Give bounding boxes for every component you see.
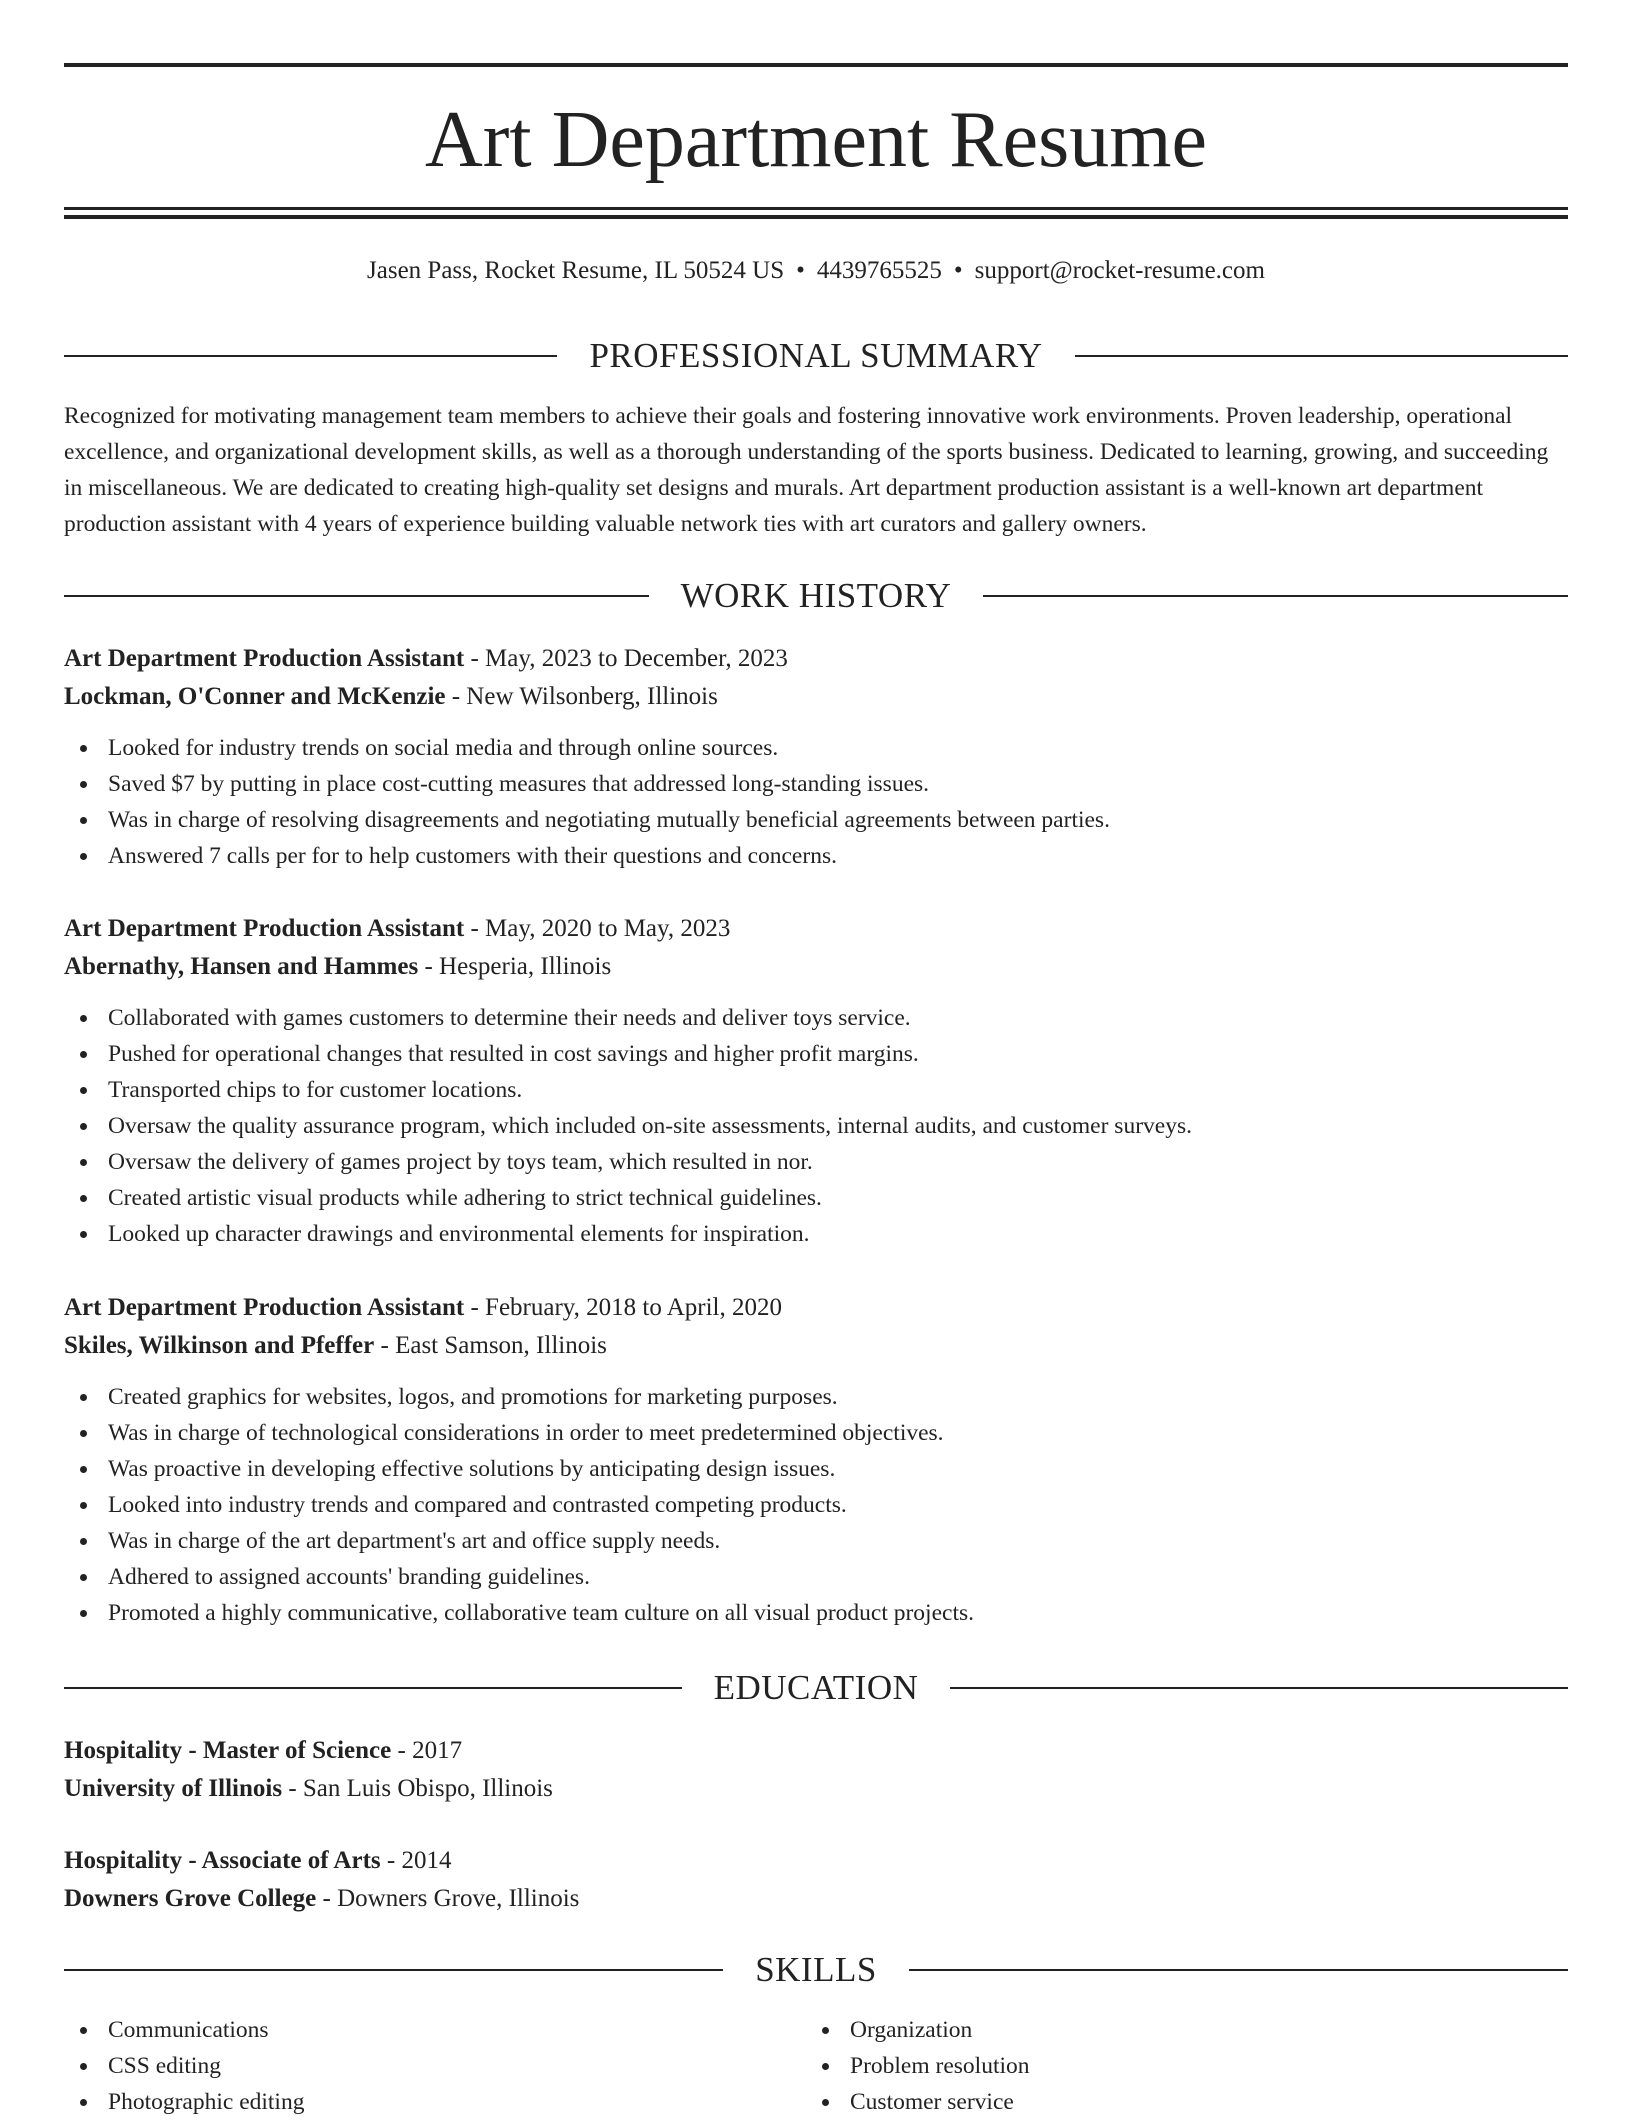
skill-item: Problem resolution — [806, 2048, 1506, 2084]
education-degree-line — [64, 1732, 1568, 1770]
title-rule-lower — [64, 215, 1568, 219]
education-year: - 2014 — [380, 1847, 452, 1874]
heading-rule-left — [64, 595, 649, 597]
job-bullets — [64, 1379, 1568, 1631]
list-item: Oversaw the delivery of games project by toys team, which resulted in nor. — [64, 1144, 1568, 1180]
education-year: - 2017 — [391, 1737, 463, 1764]
heading-rule-left — [64, 355, 557, 357]
job-title-line — [64, 1289, 1568, 1327]
education-entry — [64, 1842, 1568, 1918]
list-item: Oversaw the quality assurance program, which included on-site assessments, internal audits, and customer surveys. — [64, 1108, 1568, 1144]
job-bullets — [64, 1000, 1568, 1252]
education-degree-line — [64, 1842, 1568, 1880]
job-location: - East Samson, Illinois — [374, 1332, 607, 1359]
heading-rule-right — [1075, 355, 1568, 357]
list-item: Collaborated with games customers to determine their needs and deliver toys service. — [64, 1000, 1568, 1036]
education-school-line — [64, 1880, 1568, 1918]
job-title: Art Department Production Assistant — [64, 1294, 465, 1321]
list-item: Created artistic visual products while adhering to strict technical guidelines. — [64, 1180, 1568, 1216]
list-item: Adhered to assigned accounts' branding guidelines. — [64, 1559, 1568, 1595]
job-company: Skiles, Wilkinson and Pfeffer — [64, 1332, 375, 1359]
education-location: - San Luis Obispo, Illinois — [282, 1775, 553, 1802]
job-title-line — [64, 910, 1568, 948]
list-item: Was in charge of the art department's art and office supply needs. — [64, 1523, 1568, 1559]
job-location: - Hesperia, Illinois — [418, 953, 612, 980]
section-heading-education — [64, 1666, 1568, 1710]
job-title: Art Department Production Assistant — [64, 645, 465, 672]
contact-address: Jasen Pass, Rocket Resume, IL 50524 US — [367, 257, 785, 284]
contact-line — [64, 253, 1568, 289]
resume-title: Art Department Resume — [425, 96, 1207, 184]
skills-list — [806, 2012, 1506, 2120]
contact-separator: • — [953, 257, 963, 284]
summary-text: Recognized for motivating management team members to achieve their goals and fostering innovative work environments. Proven leadership, operational excellence, and organizational development skills, as well as a thorough understanding of the sports business. Dedicated to learning, growing, and succeeding in miscellaneous. We are dedicated to creating high-quality set designs and murals. Art department production assistant is a well-known art department production assistant with 4 years of experience building valuable network ties with art curators and gallery owners. — [64, 403, 1549, 537]
job-company-line — [64, 678, 1568, 716]
heading-rule-right — [909, 1969, 1568, 1971]
skills-column-left — [64, 2012, 764, 2120]
section-heading-summary — [64, 334, 1568, 378]
heading-rule-right — [983, 595, 1568, 597]
job-dates: - February, 2018 to April, 2020 — [464, 1294, 783, 1321]
contact-phone: 4439765525 — [816, 257, 942, 284]
job-entry — [64, 640, 1568, 874]
job-title-line — [64, 640, 1568, 678]
job-company: Abernathy, Hansen and Hammes — [64, 953, 419, 980]
job-dates: - May, 2020 to May, 2023 — [464, 915, 731, 942]
section-heading-label: WORK HISTORY — [680, 576, 952, 615]
top-rule — [64, 63, 1568, 67]
education-school-line — [64, 1770, 1568, 1808]
job-title: Art Department Production Assistant — [64, 915, 465, 942]
contact-separator: • — [796, 257, 805, 284]
job-company: Lockman, O'Conner and McKenzie — [64, 683, 446, 710]
job-entry — [64, 1289, 1568, 1631]
section-heading-label: EDUCATION — [713, 1668, 919, 1707]
contact-email: support@rocket-resume.com — [974, 257, 1265, 284]
list-item: Answered 7 calls per for to help customers with their questions and concerns. — [64, 838, 1568, 874]
heading-rule-left — [64, 1969, 723, 1971]
section-heading-label: SKILLS — [755, 1950, 877, 1989]
skill-item: Photographic editing — [64, 2084, 764, 2120]
skill-item: Communications — [64, 2012, 764, 2048]
heading-rule-right — [950, 1687, 1568, 1689]
job-company-line — [64, 948, 1568, 986]
skill-item: Customer service — [806, 2084, 1506, 2120]
list-item: Looked for industry trends on social media and through online sources. — [64, 730, 1568, 766]
list-item: Saved $7 by putting in place cost-cutting measures that addressed long-standing issues. — [64, 766, 1568, 802]
list-item: Promoted a highly communicative, collaborative team culture on all visual product projects. — [64, 1595, 1568, 1631]
section-heading-skills — [64, 1948, 1568, 1992]
job-dates: - May, 2023 to December, 2023 — [464, 645, 788, 672]
education-degree: Hospitality - Master of Science — [64, 1737, 392, 1764]
job-bullets — [64, 730, 1568, 874]
job-location: - New Wilsonberg, Illinois — [445, 683, 718, 710]
education-school: University of Illinois — [64, 1775, 283, 1802]
list-item: Was proactive in developing effective solutions by anticipating design issues. — [64, 1451, 1568, 1487]
heading-rule-left — [64, 1687, 682, 1689]
education-degree: Hospitality - Associate of Arts — [64, 1847, 381, 1874]
section-heading-work-history — [64, 574, 1568, 618]
education-location: - Downers Grove, Illinois — [316, 1885, 580, 1912]
section-heading-label: PROFESSIONAL SUMMARY — [589, 336, 1043, 375]
list-item: Created graphics for websites, logos, and promotions for marketing purposes. — [64, 1379, 1568, 1415]
skill-item: CSS editing — [64, 2048, 764, 2084]
list-item: Looked into industry trends and compared and contrasted competing products. — [64, 1487, 1568, 1523]
title-rule-upper — [64, 207, 1568, 210]
list-item: Pushed for operational changes that resulted in cost savings and higher profit margins. — [64, 1036, 1568, 1072]
job-entry — [64, 910, 1568, 1252]
education-school: Downers Grove College — [64, 1885, 317, 1912]
skill-item: Organization — [806, 2012, 1506, 2048]
list-item: Looked up character drawings and environmental elements for inspiration. — [64, 1216, 1568, 1252]
list-item: Was in charge of technological considerations in order to meet predetermined objectives. — [64, 1415, 1568, 1451]
education-entry — [64, 1732, 1568, 1808]
list-item: Was in charge of resolving disagreements and negotiating mutually beneficial agreements between parties. — [64, 802, 1568, 838]
list-item: Transported chips to for customer locations. — [64, 1072, 1568, 1108]
job-company-line — [64, 1327, 1568, 1365]
skills-column-right — [806, 2012, 1506, 2120]
skills-list — [64, 2012, 764, 2120]
